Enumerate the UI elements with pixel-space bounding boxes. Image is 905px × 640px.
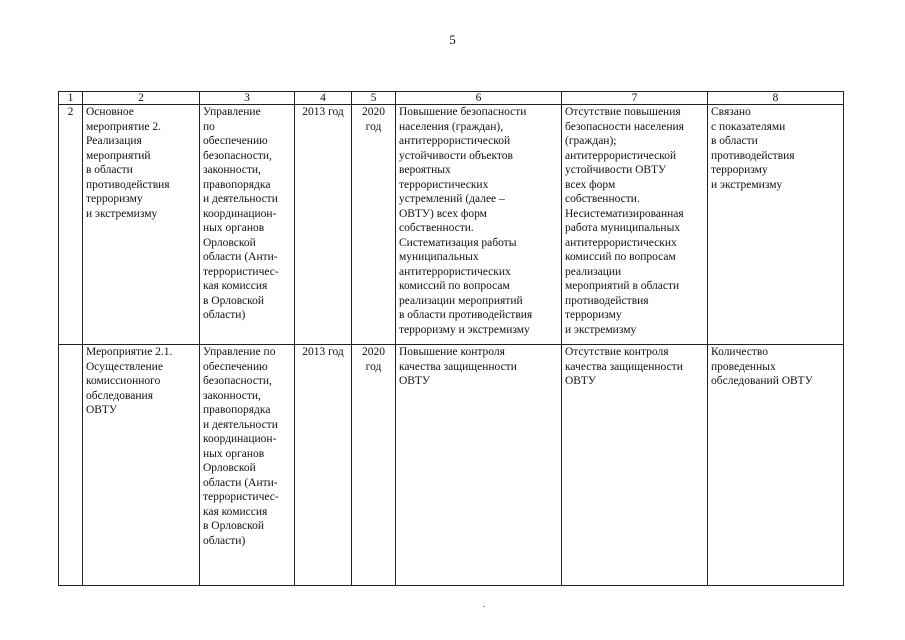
cell-text-line: терроризму (565, 309, 622, 321)
cell-text-line: качества защищенности (399, 360, 517, 373)
cell-text-line: безопасности, (203, 149, 272, 162)
cell-text-line: ОВТУ (86, 404, 117, 416)
cell-text-line: и экстремизму (711, 178, 783, 191)
cell-text-line: Несистематизированная (565, 207, 684, 220)
cell-text-line: 2020 (362, 106, 385, 118)
cell-text-line: антитеррористических (565, 236, 677, 249)
column-number: 6 (396, 92, 562, 105)
cell-text-line: координацион- (203, 207, 277, 220)
cell-text-line: по (203, 120, 215, 133)
cell-text-line: комиссионного (86, 375, 161, 387)
cell-text-line: проведенных (711, 360, 776, 373)
cell-text-line: Управление (203, 106, 261, 118)
table-row (59, 105, 844, 345)
cell-text-line: комиссий по вопросам (399, 280, 510, 292)
cell-text-line: с показателями (711, 120, 786, 133)
cell-text-line: ных органов (203, 447, 265, 460)
result-cell (396, 345, 562, 586)
cell-text-line: населения (граждан), (399, 120, 504, 133)
column-number: 8 (708, 92, 844, 105)
column-number: 2 (83, 92, 200, 105)
cell-text-line: Повышение безопасности (399, 106, 527, 118)
cell-text-line: в Орловской (203, 520, 265, 532)
cell-text-line: в области противодействия (399, 309, 533, 321)
cell-text-line: ОВТУ) всех форм (399, 207, 487, 220)
cell-text-line: противодействия (565, 294, 649, 307)
start-year-cell: 2013 год (295, 345, 352, 586)
cell-text-line: противодействия (711, 149, 795, 162)
cell-text-line: противодействия (86, 178, 170, 191)
cell-text-line: работа муниципальных (565, 222, 681, 234)
start-year-cell: 2013 год (295, 105, 352, 345)
cell-text-line: антитеррористической (565, 149, 677, 162)
cell-text-line: Отсутствие контроля (565, 346, 669, 358)
column-number: 5 (352, 92, 396, 105)
cell-text-line: ных органов (203, 222, 265, 234)
consequences-cell (562, 105, 708, 345)
column-number: 3 (200, 92, 295, 105)
cell-text-line: и экстремизму (565, 323, 637, 336)
page-number: 5 (449, 32, 456, 47)
program-table (58, 91, 844, 586)
cell-text-line: мероприятий (86, 149, 151, 162)
cell-text-line: в области (86, 164, 133, 176)
cell-text-line: мероприятий в области (565, 280, 680, 292)
cell-text-line: терроризму и экстремизму (399, 323, 530, 336)
cell-text-line: Орловской (203, 462, 256, 474)
cell-text-line: собственности. (565, 193, 640, 205)
cell-text-line: правопорядка (203, 404, 271, 416)
cell-text-line: год (365, 120, 382, 133)
cell-text-line: кая комиссия (203, 505, 268, 518)
cell-text-line: области) (203, 534, 246, 547)
cell-text-line: области (Анти- (203, 476, 278, 489)
cell-text-line: антитеррористических (399, 265, 511, 278)
scan-speck (483, 606, 485, 607)
result-cell (396, 105, 562, 345)
cell-text-line: вероятных (399, 164, 451, 176)
cell-text-line: Основное (86, 106, 134, 118)
cell-text-line: Реализация (86, 135, 142, 147)
cell-text-line: террористичес- (203, 491, 279, 503)
executor-cell (200, 345, 295, 586)
cell-text-line: устойчивости объектов (399, 149, 513, 162)
cell-text-line: Осуществление (86, 360, 163, 373)
cell-text-line: ОВТУ (565, 375, 596, 387)
cell-text-line: год (365, 360, 382, 373)
cell-text-line: области (Анти- (203, 251, 278, 263)
row-number (59, 345, 83, 586)
cell-text-line: обследований ОВТУ (711, 375, 813, 387)
column-number: 7 (562, 92, 708, 105)
cell-text-line: координацион- (203, 433, 277, 445)
cell-text-line: законности, (203, 164, 261, 176)
cell-text-line: мероприятие 2. (86, 120, 162, 133)
cell-text-line: реализации (565, 265, 622, 278)
cell-text-line: качества защищенности (565, 360, 683, 373)
event-cell (83, 105, 200, 345)
consequences-cell (562, 345, 708, 586)
cell-text-line: правопорядка (203, 178, 271, 191)
cell-text-line: Мероприятие 2.1. (86, 346, 173, 358)
cell-text-line: Систематизация работы (399, 236, 517, 249)
cell-text-line: Управление по (203, 346, 276, 358)
executor-cell (200, 105, 295, 345)
cell-text-line: безопасности, (203, 375, 272, 387)
column-number: 4 (295, 92, 352, 105)
cell-text-line: обследования (86, 389, 153, 402)
cell-text-line: и деятельности (203, 418, 278, 431)
row-number: 2 (59, 105, 83, 345)
cell-text-line: (граждан); (565, 135, 617, 147)
cell-text-line: антитеррористической (399, 135, 511, 147)
indicators-cell (708, 105, 844, 345)
column-number-row (59, 92, 844, 105)
cell-text-line: ОВТУ (399, 375, 430, 387)
column-number: 1 (59, 92, 83, 105)
cell-text-line: Количество (711, 346, 768, 358)
cell-text-line: террористичес- (203, 265, 279, 278)
cell-text-line: террористических (399, 178, 489, 191)
cell-text-line: области) (203, 309, 246, 321)
cell-text-line: обеспечению (203, 360, 268, 373)
event-cell (83, 345, 200, 586)
cell-text-line: Отсутствие повышения (565, 106, 681, 118)
table-row (59, 345, 844, 586)
cell-text-line: и деятельности (203, 193, 278, 205)
cell-text-line: в Орловской (203, 294, 265, 307)
cell-text-line: и экстремизму (86, 207, 158, 220)
cell-text-line: Связано (711, 106, 751, 118)
cell-text-line: реализации мероприятий (399, 294, 523, 307)
end-year-cell (352, 345, 396, 586)
cell-text-line: комиссий по вопросам (565, 251, 676, 263)
cell-text-line: терроризму (711, 164, 768, 176)
cell-text-line: всех форм (565, 178, 616, 191)
indicators-cell (708, 345, 844, 586)
cell-text-line: муниципальных (399, 251, 479, 263)
cell-text-line: собственности. (399, 222, 474, 234)
cell-text-line: обеспечению (203, 135, 268, 147)
cell-text-line: кая комиссия (203, 280, 268, 292)
end-year-cell (352, 105, 396, 345)
cell-text-line: терроризму (86, 193, 143, 205)
cell-text-line: 2020 (362, 346, 385, 358)
cell-text-line: устойчивости ОВТУ (565, 164, 667, 176)
cell-text-line: в области (711, 135, 758, 147)
cell-text-line: Повышение контроля (399, 346, 505, 358)
cell-text-line: безопасности населения (565, 120, 684, 133)
cell-text-line: законности, (203, 389, 261, 402)
cell-text-line: Орловской (203, 236, 256, 249)
cell-text-line: устремлений (далее – (399, 193, 505, 205)
